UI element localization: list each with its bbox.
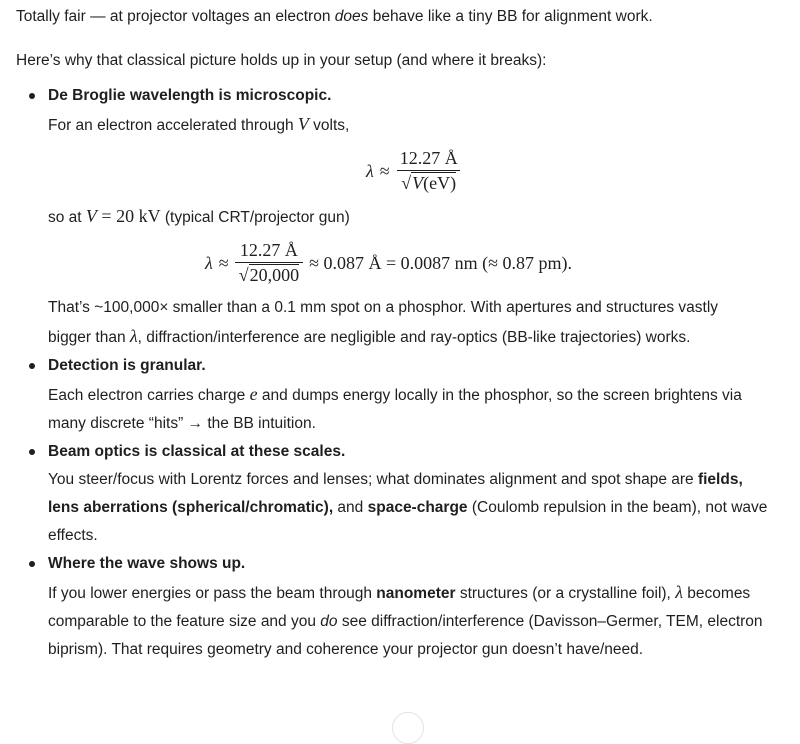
list-item-detection — [0, 352, 800, 438]
item-text: so at V = 20 kV (typical CRT/projector gun) — [48, 206, 350, 226]
item-text: comparable to the feature size and you do see diffraction/interference (Davisson–Germer, TEM, electron — [48, 613, 763, 630]
item-heading: Where the wave shows up. — [48, 555, 246, 572]
item-text: biprism). That requires geometry and coherence your projector gun doesn’t have/need. — [48, 641, 644, 658]
item-text: bigger than λ, diffraction/interference are negligible and ray-optics (BB-like trajectories) works. — [48, 326, 691, 346]
scroll-down-button[interactable] — [392, 712, 424, 744]
explanation-list — [0, 82, 800, 664]
list-item-de-broglie — [0, 82, 800, 352]
lead-paragraph: Here’s why that classical picture holds up in your setup (and where it breaks): — [16, 52, 547, 69]
item-text: many discrete “hits” → the BB intuition. — [48, 415, 316, 432]
item-text: Each electron carries charge e and dumps energy locally in the phosphor, so the screen brightens via — [48, 384, 742, 404]
item-heading: Beam optics is classical at these scales. — [48, 443, 346, 460]
item-text: lens aberrations (spherical/chromatic), and space-charge (Coulomb repulsion in the beam), not wave — [48, 499, 768, 516]
equation-wavelength-20kv: λ ≈ $\frac{12.27 Å}{√20,000}$ ≈ 0.087 Å = 0.0087 nm (≈ 0.87 pm). — [205, 240, 572, 285]
item-text: That’s ~100,000× smaller than a 0.1 mm spot on a phosphor. With apertures and structures vastly — [48, 299, 719, 316]
list-item-beam-optics — [0, 438, 800, 550]
equation-wavelength-general: λ ≈ $\frac{12.27 Å}{√V(eV)}$ — [48, 140, 800, 202]
intro-paragraph: Totally fair — at projector voltages an electron does behave like a tiny BB for alignment work. — [16, 8, 653, 25]
item-text: For an electron accelerated through V volts, — [48, 114, 350, 134]
item-heading: Detection is granular. — [48, 357, 206, 374]
item-heading: De Broglie wavelength is microscopic. — [48, 87, 332, 104]
item-text: effects. — [48, 527, 98, 544]
item-text: You steer/focus with Lorentz forces and lenses; what dominates alignment and spot shape are fields, — [48, 471, 743, 488]
list-item-wave — [0, 550, 800, 664]
item-text: If you lower energies or pass the beam through nanometer structures (or a crystalline foil), λ becomes — [48, 582, 751, 602]
